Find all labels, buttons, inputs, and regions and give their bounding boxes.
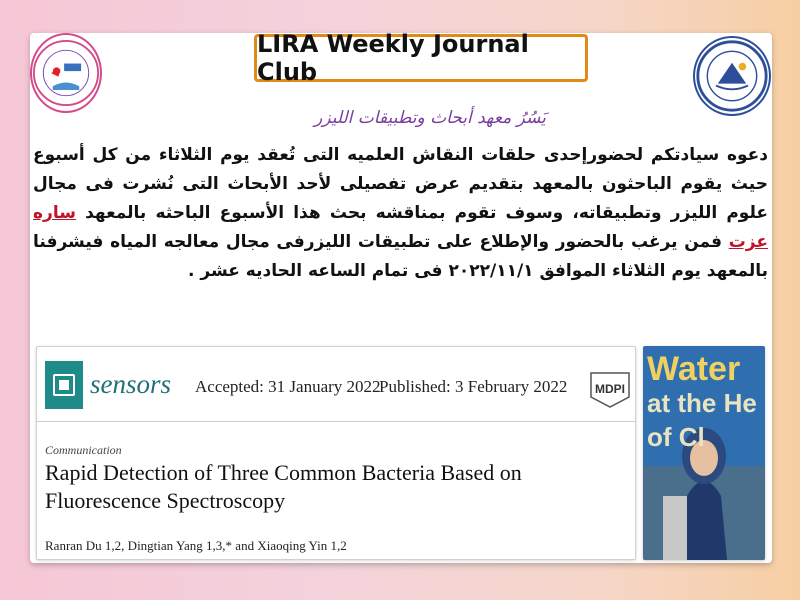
beni-suef-university-seal-icon xyxy=(693,36,771,116)
mdpi-logo-icon xyxy=(587,369,633,409)
publisher-label: MDPI xyxy=(595,382,625,396)
page-title: LIRA Weekly Journal Club xyxy=(257,30,529,86)
paper-type: Communication xyxy=(45,443,122,457)
presenter-photo xyxy=(643,346,765,560)
photo-banner-line1: Water xyxy=(647,350,741,388)
photo-banner-text xyxy=(647,352,765,454)
paper-preview xyxy=(36,346,636,560)
paper-title: Rapid Detection of Three Common Bacteria Based on Fluorescence Spectroscopy xyxy=(45,460,522,513)
journal-name: sensors xyxy=(90,369,172,399)
photo-banner-line3: of Cl xyxy=(647,422,705,452)
sensors-journal-icon xyxy=(45,361,83,409)
published-date: Published: 3 February 2022 xyxy=(379,377,568,396)
lira-institute-logo-icon xyxy=(30,33,102,113)
accepted-date: Accepted: 31 January 2022 xyxy=(195,377,381,396)
page-title-box xyxy=(254,30,588,86)
announcement-subtitle: يَسُرُ معهد أبحاث وتطبيقات الليزر xyxy=(314,108,546,128)
announcement-body xyxy=(33,141,768,319)
announcement-body-part1: دعوه سيادتكم لحضورإحدى حلقات النقاش العلميه التى تُعقد يوم الثلاثاء من كل أسبوع حيث يقوم الباحثون بالمعهد بتقديم عرض تفصيلى لأحد الأبحاث التى نُشرت فى مجال علوم الليزر وتطبيقاته، وسوف تقوم بمناقشه بحث هذا الأسبوع الباحثه بالمعهد xyxy=(33,145,768,223)
announcement-body-part2: فمن يرغب بالحضور والإطلاع على تطبيقات الليزرفى مجال معالجه المياه فيشرفنا بالمعهد يوم الثلاثاء الموافق ٢٠٢٢/١١/١ فى تمام الساعه الحاديه عشر . xyxy=(33,232,768,281)
presenter-name: ساره عزت xyxy=(33,203,768,252)
photo-banner-line2: at the He xyxy=(647,388,757,418)
paper-authors: Ranran Du 1,2, Dingtian Yang 1,3,* and Xiaoqing Yin 1,2 xyxy=(45,538,347,553)
paper-header xyxy=(37,347,635,422)
